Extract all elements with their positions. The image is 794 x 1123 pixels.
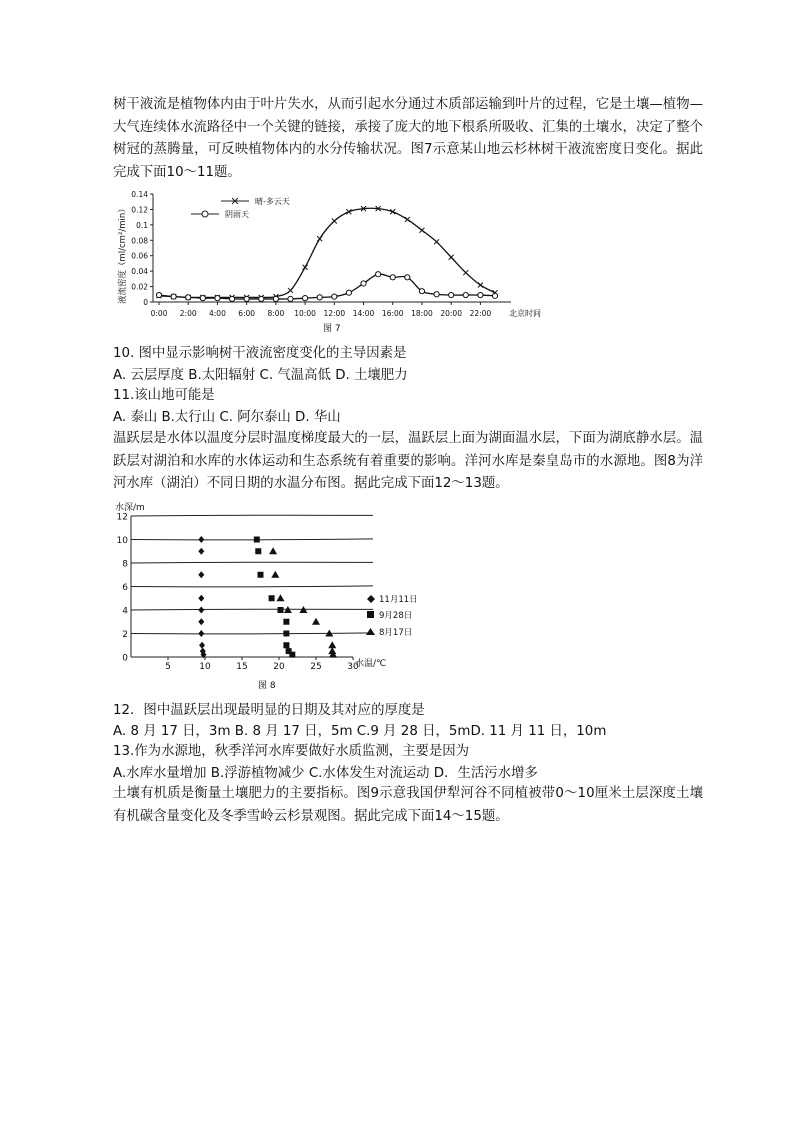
legend-label-rainy: 阴雨天 xyxy=(225,210,249,219)
y-axis-label: 水深/m xyxy=(115,503,145,513)
x-tick-label: 30 xyxy=(347,662,359,672)
intro-paragraph-sap-flow: 树干液流是植物体内由于叶片失水，从而引起水分通过木质部运输到叶片的过程，它是土壤—植物—大气连续体水流路径中一个关键的链接，承接了庞大的地下根系所吸收、汇集的土壤水，决定了整个树冠的蒸腾量，可反映植物体内的水分传输状况。图7示意某山地云杉林树干液流密度日变化。据此完成下面10～11题。 xyxy=(113,97,703,180)
point-o-marker xyxy=(405,275,410,280)
legend-label-aug17: 8月17日 xyxy=(379,628,413,638)
x-axis-label: 北京时间 xyxy=(509,309,541,318)
y-tick-label: 12 xyxy=(116,512,128,523)
x-tick-label: 18:00 xyxy=(411,309,433,318)
x-tick-label: 15 xyxy=(236,662,248,672)
x-tick-label: 25 xyxy=(310,662,322,672)
point-square-marker xyxy=(283,642,289,648)
point-o-marker xyxy=(302,296,307,301)
legend-square-marker xyxy=(367,611,374,618)
point-square-marker xyxy=(255,548,261,554)
legend-label-clear: 晴-多云天 xyxy=(255,197,290,206)
y-tick-label: 0.14 xyxy=(131,190,148,199)
figure-8 xyxy=(113,498,418,698)
figure-8-caption: 图 8 xyxy=(258,681,276,691)
point-o-marker xyxy=(434,292,439,297)
question-13-options: A.水库水量增加 B.浮游植物减少 C.水体发生对流运动 D．生活污水增多 xyxy=(113,766,538,781)
point-square-marker xyxy=(258,572,264,578)
point-o-marker xyxy=(390,275,395,280)
y-tick-label: 0 xyxy=(122,653,128,664)
question-12-stem: 12．图中温跃层出现最明显的日期及其对应的厚度是 xyxy=(113,703,425,718)
legend-label-nov11: 11月11日 xyxy=(379,595,418,605)
y-tick-label: 0 xyxy=(143,298,148,307)
x-tick-label: 20:00 xyxy=(440,309,462,318)
y-tick-label: 0.04 xyxy=(131,267,148,277)
point-square-marker xyxy=(269,595,275,601)
question-12-options: A. 8 月 17 日，3m B. 8 月 17 日，5m C.9 月 28 日，5mD. 11 月 11 日，10m xyxy=(113,724,607,739)
point-square-marker xyxy=(283,619,289,625)
intro-paragraph-soil-organic: 土壤有机质是衡量土壤肥力的主要指标。图9示意我国伊犁河谷不同植被带0～10厘米土层深度土壤有机碳含量变化及冬季雪岭云杉景观图。据此完成下面14～15题。 xyxy=(113,786,703,824)
x-tick-label: 6:00 xyxy=(238,309,256,318)
x-tick-label: 8:00 xyxy=(267,309,285,318)
y-tick-label: 6 xyxy=(122,583,128,593)
point-o-marker xyxy=(244,296,249,301)
x-tick-label: 4:00 xyxy=(209,309,226,318)
point-square-marker xyxy=(277,607,283,613)
figure-7-chart xyxy=(113,186,553,336)
x-tick-label: 12:00 xyxy=(323,309,346,318)
point-o-marker xyxy=(463,292,468,297)
point-o-marker xyxy=(478,292,483,297)
question-13-stem: 13.作为水源地，秋季洋河水库要做好水质监测，主要是因为 xyxy=(113,744,470,759)
y-tick-label: 8 xyxy=(122,559,128,570)
y-tick-label: 0.02 xyxy=(131,282,148,292)
point-o-marker xyxy=(171,294,176,299)
question-10-options: A. 云层厚度 B.太阳辐射 C. 气温高低 D. 土壤肥力 xyxy=(113,368,408,383)
point-square-marker xyxy=(289,652,295,658)
point-o-marker xyxy=(449,292,454,297)
point-o-marker xyxy=(200,296,205,301)
point-square-marker xyxy=(283,631,289,637)
y-tick-label: 10 xyxy=(116,536,128,546)
point-o-marker xyxy=(376,272,381,277)
y-tick-label: 2 xyxy=(122,630,128,640)
question-11-options: A. 泰山 B.太行山 C. 阿尔泰山 D. 华山 xyxy=(113,410,341,425)
x-tick-label: 0:00 xyxy=(150,309,168,318)
legend-label-sep28: 9月28日 xyxy=(379,611,413,621)
x-tick-label: 2:00 xyxy=(179,309,197,318)
x-tick-label: 5 xyxy=(165,662,171,672)
y-tick-label: 4 xyxy=(122,606,128,617)
y-tick-label: 0.12 xyxy=(131,205,148,215)
x-tick-label: 22:00 xyxy=(469,309,492,318)
figure-7 xyxy=(113,186,553,340)
point-o-marker xyxy=(259,296,264,301)
x-tick-label: 14:00 xyxy=(352,309,375,318)
point-o-marker xyxy=(156,292,161,297)
point-square-marker xyxy=(254,537,260,543)
point-o-marker xyxy=(492,293,497,298)
point-o-marker xyxy=(186,295,191,300)
x-axis-label: 水温/℃ xyxy=(355,659,387,669)
point-o-marker xyxy=(229,296,234,301)
point-o-marker xyxy=(419,289,424,294)
question-11-stem: 11.该山地可能是 xyxy=(113,388,215,403)
figure-8-chart xyxy=(113,498,418,694)
x-tick-label: 10 xyxy=(199,662,211,672)
point-o-marker xyxy=(346,290,351,295)
x-tick-label: 20 xyxy=(273,662,285,672)
point-o-marker xyxy=(361,281,366,286)
y-tick-label: 0.1 xyxy=(136,220,148,230)
y-axis-label: 液流密度（ml/cm²/min） xyxy=(118,204,128,304)
y-tick-label: 0.06 xyxy=(131,251,148,261)
intro-paragraph-thermocline: 温跃层是水体以温度分层时温度梯度最大的一层，温跃层上面为湖面温水层，下面为湖底静水层。温跃层对湖泊和水库的水体运动和生态系统有着重要的影响。洋河水库是秦皇岛市的水源地。图8为洋河水库（湖泊）不同日期的水温分布图。据此完成下面12～13题。 xyxy=(113,431,703,491)
y-tick-label: 0.08 xyxy=(131,236,148,246)
point-o-marker xyxy=(317,295,322,300)
point-o-marker xyxy=(332,294,337,299)
legend-o-marker xyxy=(202,211,208,217)
point-o-marker xyxy=(288,296,293,301)
point-o-marker xyxy=(273,296,278,301)
x-tick-label: 16:00 xyxy=(381,309,404,318)
figure-7-caption: 图 7 xyxy=(323,324,341,334)
question-10-stem: 10. 图中显示影响树干液流密度变化的主导因素是 xyxy=(113,346,407,361)
x-tick-label: 10:00 xyxy=(294,309,316,318)
point-o-marker xyxy=(215,296,220,301)
